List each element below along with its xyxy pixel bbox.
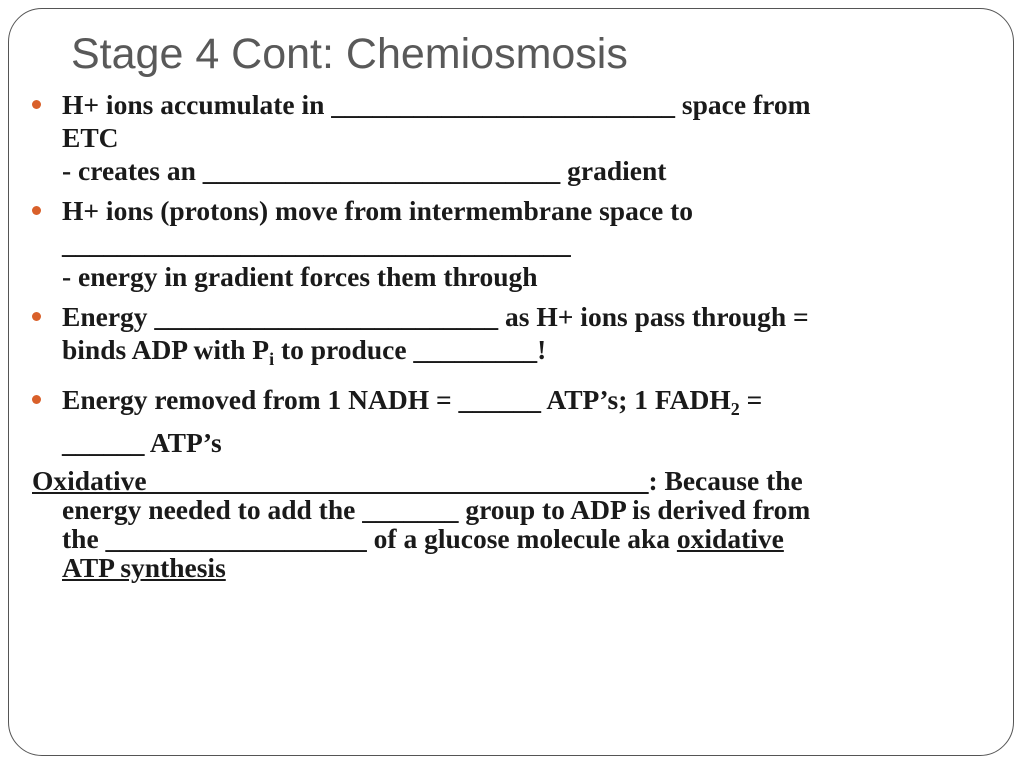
bullet-item <box>32 383 1007 459</box>
text-segment: = <box>739 384 763 415</box>
paragraph-line <box>32 553 1007 582</box>
slide-title: Stage 4 Cont: Chemiosmosis <box>71 30 628 78</box>
bullet-item <box>32 88 1007 187</box>
subscript: i <box>269 349 275 369</box>
bullet-line <box>62 333 1007 376</box>
text-segment: to produce _________! <box>274 334 547 365</box>
bullet-line: ______ ATP’s <box>62 427 222 458</box>
bullet-dot-icon <box>32 206 41 215</box>
underlined-text: Oxidative ____________________________________ <box>32 465 649 496</box>
bullet-line: - energy in gradient forces them through <box>62 261 538 292</box>
bullet-dot-icon <box>32 100 41 109</box>
subscript: 2 <box>730 399 740 419</box>
text-segment: : Because the <box>648 465 803 496</box>
underlined-text: oxidative <box>676 523 784 554</box>
bullet-dot-icon <box>32 312 41 321</box>
text-segment: Energy removed from 1 NADH = ______ ATP’s; 1 FADH <box>62 384 731 415</box>
slide-content <box>32 88 1007 582</box>
bullet-dot-icon <box>32 395 41 404</box>
bullet-item <box>32 300 1007 376</box>
bullet-line: _____________________________________ <box>62 228 571 259</box>
bullet-line: ETC <box>62 122 119 153</box>
bullet-line <box>62 383 1007 426</box>
bullet-line: - creates an __________________________ gradient <box>62 155 667 186</box>
text-segment: the ___________________ of a glucose molecule aka <box>62 523 677 554</box>
paragraph-line <box>32 524 1007 553</box>
paragraph-line: energy needed to add the _______ group to ADP is derived from <box>62 494 811 525</box>
oxidative-paragraph <box>32 466 1007 582</box>
text-segment: binds ADP with P <box>62 334 270 365</box>
bullet-line: H+ ions (protons) move from intermembrane space to <box>62 195 694 226</box>
bullet-line: H+ ions accumulate in _________________________ space from <box>62 89 811 120</box>
underlined-text: ATP synthesis <box>62 552 226 583</box>
paragraph-line <box>32 466 1007 495</box>
bullet-item <box>32 194 1007 293</box>
bullet-line: Energy _________________________ as H+ ions pass through = <box>62 301 809 332</box>
